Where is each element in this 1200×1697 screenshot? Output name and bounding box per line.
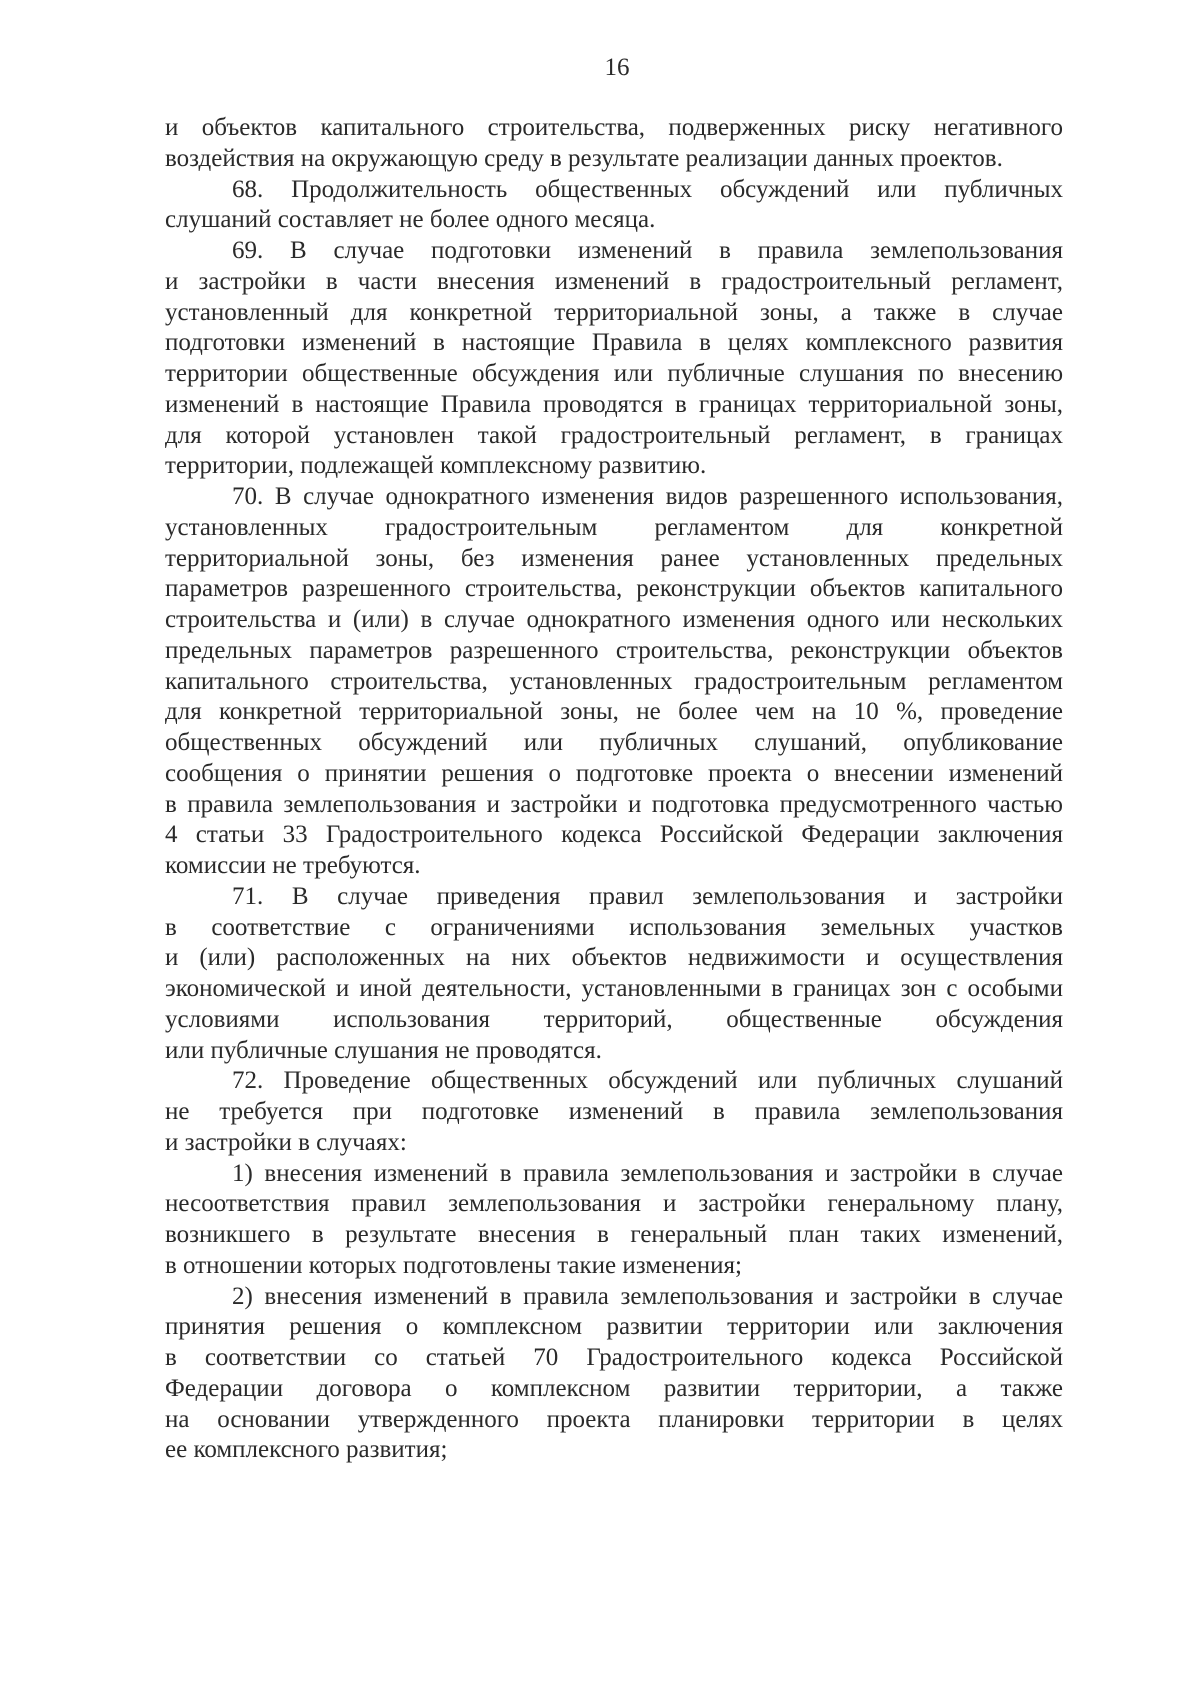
text-line: 69. В случае подготовки изменений в правила землепользования bbox=[232, 237, 1063, 264]
text-line: 72. Проведение общественных обсуждений или публичных слушаний bbox=[232, 1067, 1063, 1095]
paragraph bbox=[165, 1066, 1063, 1158]
text-line: установленных градостроительным регламентом для конкретной bbox=[165, 513, 1063, 541]
text-line: на основании утвержденного проекта планировки территории в целях bbox=[165, 1405, 1063, 1433]
paragraph bbox=[165, 113, 1063, 175]
text-line: для конкретной территориальной зоны, не более чем на 10 %, проведение bbox=[165, 698, 1063, 726]
text-line: и застройки в случаях: bbox=[165, 1128, 407, 1156]
text-line: территории, подлежащей комплексному развитию. bbox=[165, 452, 707, 480]
text-line: территории общественные обсуждения или публичные слушания по внесению bbox=[165, 360, 1063, 387]
text-line: в соответствие с ограничениями использования земельных участков bbox=[165, 913, 1063, 941]
text-line: и застройки в части внесения изменений в градостроительный регламент, bbox=[165, 267, 1063, 295]
text-line: параметров разрешенного строительства, реконструкции объектов капитального bbox=[165, 575, 1063, 603]
text-line: 71. В случае приведения правил землепользования и застройки bbox=[232, 882, 1063, 910]
paragraph bbox=[165, 482, 1063, 882]
text-line: и объектов капитального строительства, подверженных риску негативного bbox=[165, 114, 1063, 141]
text-line: предельных параметров разрешенного строительства, реконструкции объектов bbox=[165, 636, 1063, 664]
paragraph bbox=[165, 1159, 1063, 1282]
paragraph bbox=[165, 882, 1063, 1067]
text-line: 4 статьи 33 Градостроительного кодекса Российской Федерации заключения bbox=[165, 821, 1063, 849]
paragraph bbox=[165, 175, 1063, 237]
paragraph bbox=[165, 1282, 1063, 1467]
text-line: условиями использования территорий, общественные обсуждения bbox=[165, 1005, 1063, 1033]
text-line: 70. В случае однократного изменения видов разрешенного использования, bbox=[232, 483, 1063, 510]
text-line: слушаний составляет не более одного месяца. bbox=[165, 206, 656, 234]
text-line: в соответствии со статьей 70 Градостроительного кодекса Российской bbox=[165, 1344, 1063, 1371]
text-line: установленный для конкретной территориальной зоны, а также в случае bbox=[165, 298, 1063, 326]
text-line: 1) внесения изменений в правила землепользования и застройки в случае bbox=[232, 1159, 1063, 1187]
text-line: ее комплексного развития; bbox=[165, 1436, 448, 1464]
text-line: в отношении которых подготовлены такие изменения; bbox=[165, 1251, 742, 1279]
text-line: возникшего в результате внесения в генеральный план таких изменений, bbox=[165, 1221, 1063, 1248]
text-line: принятия решения о комплексном развитии территории или заключения bbox=[165, 1313, 1063, 1341]
text-line: изменений в настоящие Правила проводятся в границах территориальной зоны, bbox=[165, 390, 1063, 418]
text-line: территориальной зоны, без изменения ранее установленных предельных bbox=[165, 544, 1063, 572]
text-line: не требуется при подготовке изменений в правила землепользования bbox=[165, 1098, 1063, 1125]
text-line: воздействия на окружающую среду в результате реализации данных проектов. bbox=[165, 144, 1003, 172]
text-line: общественных обсуждений или публичных слушаний, опубликование bbox=[165, 729, 1063, 756]
text-line: для которой установлен такой градостроительный регламент, в границах bbox=[165, 421, 1063, 449]
text-line: экономической и иной деятельности, установленными в границах зон с особыми bbox=[165, 975, 1063, 1002]
text-line: сообщения о принятии решения о подготовке проекта о внесении изменений bbox=[165, 759, 1063, 787]
text-line: капитального строительства, установленных градостроительным регламентом bbox=[165, 667, 1063, 695]
text-line: Федерации договора о комплексном развитии территории, а также bbox=[165, 1374, 1063, 1402]
text-line: комиссии не требуются. bbox=[165, 852, 421, 879]
text-line: в правила землепользования и застройки и подготовка предусмотренного частью bbox=[165, 790, 1063, 818]
text-line: 2) внесения изменений в правила землепользования и застройки в случае bbox=[232, 1282, 1063, 1310]
text-line: несоответствия правил землепользования и застройки генеральному плану, bbox=[165, 1190, 1063, 1218]
text-line: подготовки изменений в настоящие Правила в целях комплексного развития bbox=[165, 329, 1063, 357]
document-body bbox=[165, 113, 1063, 1466]
text-line: и (или) расположенных на них объектов недвижимости и осуществления bbox=[165, 944, 1063, 972]
page-number: 16 bbox=[604, 54, 630, 81]
text-line: 68. Продолжительность общественных обсуждений или публичных bbox=[232, 175, 1063, 203]
paragraph bbox=[165, 236, 1063, 482]
text-line: строительства и (или) в случае однократного изменения одного или нескольких bbox=[165, 606, 1063, 633]
text-line: или публичные слушания не проводятся. bbox=[165, 1036, 602, 1064]
